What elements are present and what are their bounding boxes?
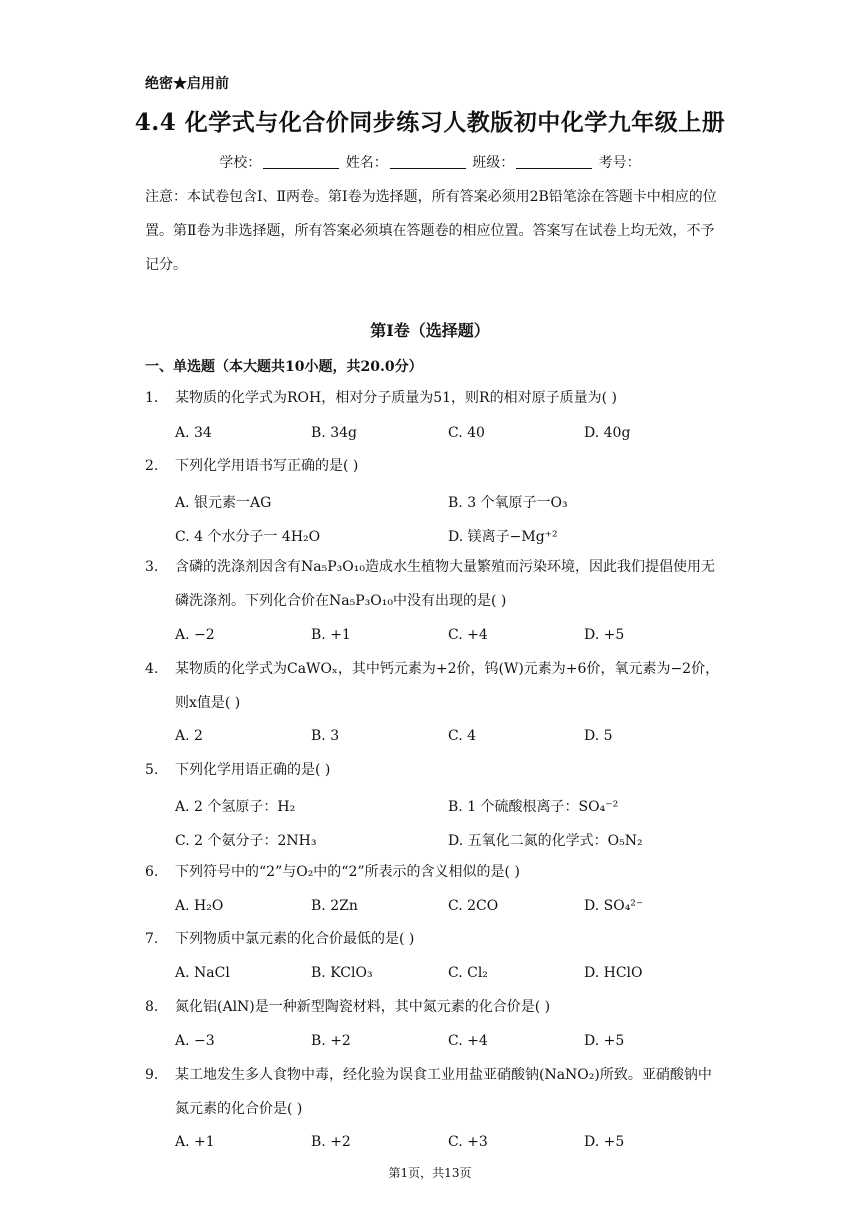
- option-a: A. +1: [175, 1134, 215, 1150]
- option-c: C. 2CO: [448, 898, 499, 914]
- option-a: A. 2 个氢原子：H₂: [175, 799, 296, 815]
- option-d: D. SO₄²⁻: [584, 898, 644, 914]
- class-label: 班级：: [472, 155, 515, 171]
- option-a: A. NaCl: [175, 965, 230, 981]
- school-label: 学校：: [219, 155, 262, 171]
- option-b: B. +2: [311, 1033, 351, 1049]
- option-a: A. 银元素一AG: [175, 495, 272, 511]
- option-c: C. 40: [448, 425, 485, 441]
- option-b: B. +1: [311, 627, 351, 643]
- question-stem: 某物质的化学式为ROH，相对分子质量为51，则R的相对原子质量为( ): [175, 390, 617, 406]
- exam-notice: 注意：本试卷包含Ⅰ、Ⅱ两卷。第Ⅰ卷为选择题，所有答案必须用2B铅笔涂在答题卡中相应的位置。第Ⅱ卷为非选择题，所有答案必须填在答题卷的相应位置。答案写在试卷上均无效，不予记分。: [145, 189, 717, 273]
- secret-label: 绝密★启用前: [145, 76, 229, 92]
- option-b: B. 34g: [311, 425, 357, 441]
- question-stem: 某物质的化学式为CaWOₓ，其中钙元素为+2价，钨(W)元素为+6价，氧元素为−2价，则x值是( ): [175, 661, 720, 711]
- school-blank: [263, 156, 339, 169]
- option-b: B. 1 个硫酸根离子：SO₄⁻²: [448, 799, 619, 815]
- question-stem: 下列符号中的“2”与O₂中的“2”所表示的含义相似的是( ): [175, 864, 520, 880]
- question-stem: 下列化学用语书写正确的是( ): [175, 458, 359, 474]
- question-number: 5.: [145, 762, 159, 778]
- option-c: C. 4: [448, 728, 477, 744]
- question-number: 2.: [145, 458, 159, 474]
- volume-title: 第Ⅰ卷（选择题）: [370, 321, 490, 340]
- option-c: C. +3: [448, 1134, 488, 1150]
- option-d: D. +5: [584, 1134, 625, 1150]
- name-label: 姓名：: [345, 155, 388, 171]
- option-d: D. HClO: [584, 965, 643, 981]
- question-number: 3.: [145, 559, 159, 575]
- option-a: A. H₂O: [175, 898, 224, 914]
- option-c: C. 2 个氨分子：2NH₃: [175, 833, 317, 849]
- option-c: C. +4: [448, 627, 488, 643]
- option-b: B. 3: [311, 728, 340, 744]
- question-number: 4.: [145, 661, 159, 677]
- name-blank: [390, 156, 466, 169]
- option-d: D. 5: [584, 728, 613, 744]
- student-info-line: [0, 152, 860, 172]
- section-title: 一、单选题（本大题共10小题，共20.0分）: [145, 359, 423, 375]
- option-a: A. 34: [175, 425, 212, 441]
- option-a: A. 2: [175, 728, 203, 744]
- option-d: D. +5: [584, 627, 625, 643]
- question-number: 6.: [145, 864, 159, 880]
- question-number: 8.: [145, 999, 159, 1015]
- option-c: C. Cl₂: [448, 965, 488, 981]
- question-stem: 下列物质中氯元素的化合价最低的是( ): [175, 931, 415, 947]
- question-stem: 某工地发生多人食物中毒，经化验为误食工业用盐亚硝酸钠(NaNO₂)所致。亚硝酸钠中氮元素的化合价是( ): [175, 1067, 712, 1117]
- option-a: A. −2: [175, 627, 215, 643]
- option-b: B. KClO₃: [311, 965, 373, 981]
- option-b: B. 3 个氧原子一O₃: [448, 495, 568, 511]
- option-a: A. −3: [175, 1033, 215, 1049]
- option-c: C. +4: [448, 1033, 488, 1049]
- option-b: B. +2: [311, 1134, 351, 1150]
- question-stem: 含磷的洗涤剂因含有Na₅P₃O₁₀造成水生植物大量繁殖而污染环境，因此我们提倡使用无磷洗涤剂。下列化合价在Na₅P₃O₁₀中没有出现的是( ): [175, 559, 715, 609]
- question-number: 9.: [145, 1067, 159, 1083]
- number-label: 考号：: [598, 155, 641, 171]
- question-number: 7.: [145, 931, 159, 947]
- question-number: 1.: [145, 390, 159, 406]
- option-d: D. 40g: [584, 425, 631, 441]
- question-stem: 氮化铝(AlN)是一种新型陶瓷材料，其中氮元素的化合价是( ): [175, 999, 551, 1015]
- option-c: C. 4 个水分子一 4H₂O: [175, 529, 321, 545]
- option-d: D. 镁离子−Mg⁺²: [448, 529, 558, 545]
- option-b: B. 2Zn: [311, 898, 358, 914]
- page-footer: 第1页，共13页: [388, 1166, 472, 1180]
- question-stem: 下列化学用语正确的是( ): [175, 762, 331, 778]
- class-blank: [516, 156, 592, 169]
- page-title: 4.4 化学式与化合价同步练习人教版初中化学九年级上册: [134, 109, 726, 136]
- option-d: D. 五氧化二氮的化学式：O₅N₂: [448, 833, 643, 849]
- option-d: D. +5: [584, 1033, 625, 1049]
